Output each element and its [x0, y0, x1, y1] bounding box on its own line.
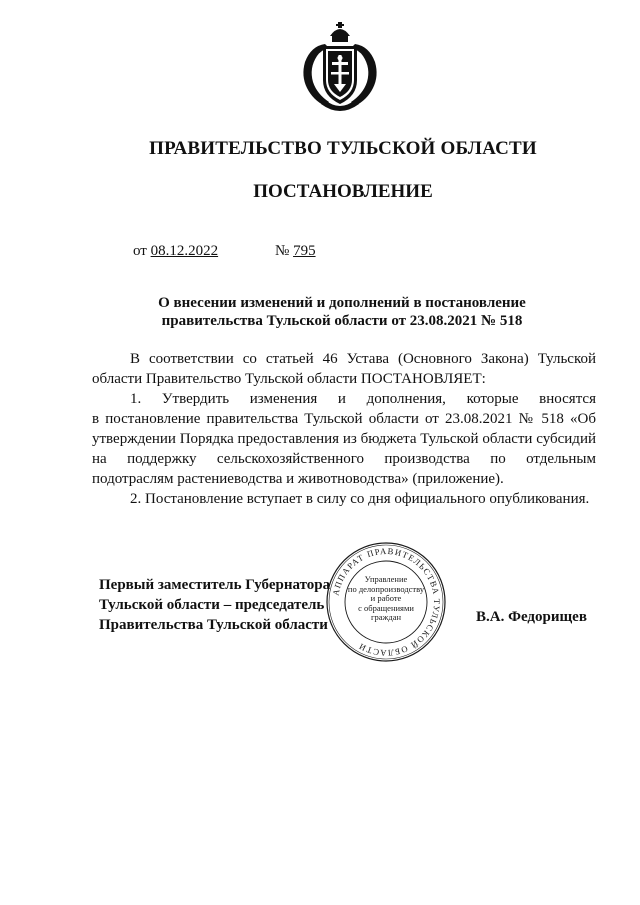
- stamp-center-line-3: и работе: [370, 593, 402, 603]
- signatory-position-line-2: Тульской области – председатель: [99, 597, 325, 613]
- signatory-name: В.А. Федорищев: [476, 609, 587, 625]
- document-number: [275, 243, 316, 260]
- stamp-center-line-4: с обращениями: [358, 602, 414, 613]
- number-value: 795: [293, 243, 316, 259]
- stamp-center-line-2: по делопроизводству: [347, 583, 425, 594]
- subject-line-1: О внесении изменений и дополнений в постановление: [158, 295, 526, 311]
- paragraph-2-line-1: 1. Утвердить изменения и дополнения, которые вносятся: [130, 391, 596, 407]
- document-type-title: ПОСТАНОВЛЕНИЕ: [253, 181, 433, 202]
- paragraph-3: 2. Постановление вступает в силу со дня официального опубликования.: [130, 491, 590, 507]
- document-date: [133, 243, 218, 260]
- paragraph-1-line-1: В соответствии со статьей 46 Устава (Основного Закона) Тульской: [130, 351, 596, 367]
- coat-of-arms-icon: [299, 22, 381, 118]
- subject-line-2: правительства Тульской области от 23.08.2021 № 518: [161, 313, 523, 329]
- signatory-position: [99, 575, 330, 635]
- paragraph-1-line-2: области Правительство Тульской области ПОСТАНОВЛЯЕТ:: [92, 371, 486, 387]
- paragraph-2-rest: в постановление правительства Тульской области от 23.08.2021 № 518 «Об утверждении Порядка предоставления из бюджета Тульской области субсидий на поддержку сельскохозяйственного производства по отдельным подотраслям растениеводства и животноводства» (приложение).: [92, 411, 596, 487]
- document-subject: [90, 294, 594, 330]
- stamp-center-line-5: граждан: [370, 612, 402, 622]
- organization-title: ПРАВИТЕЛЬСТВО ТУЛЬСКОЙ ОБЛАСТИ: [149, 138, 537, 159]
- number-prefix: №: [275, 243, 294, 259]
- stamp-ring-text: АППАРАТ ПРАВИТЕЛЬСТВА ТУЛЬСКОЙ ОБЛАСТИ: [330, 545, 443, 659]
- signatory-position-line-3: Правительства Тульской области: [99, 617, 328, 633]
- date-prefix: от: [133, 243, 151, 259]
- stamp-center-text: [341, 575, 431, 623]
- document-body: [92, 349, 596, 509]
- signatory-position-line-1: Первый заместитель Губернатора: [99, 577, 331, 593]
- stamp-center-line-1: Управление: [364, 574, 408, 584]
- date-value: 08.12.2022: [150, 243, 219, 259]
